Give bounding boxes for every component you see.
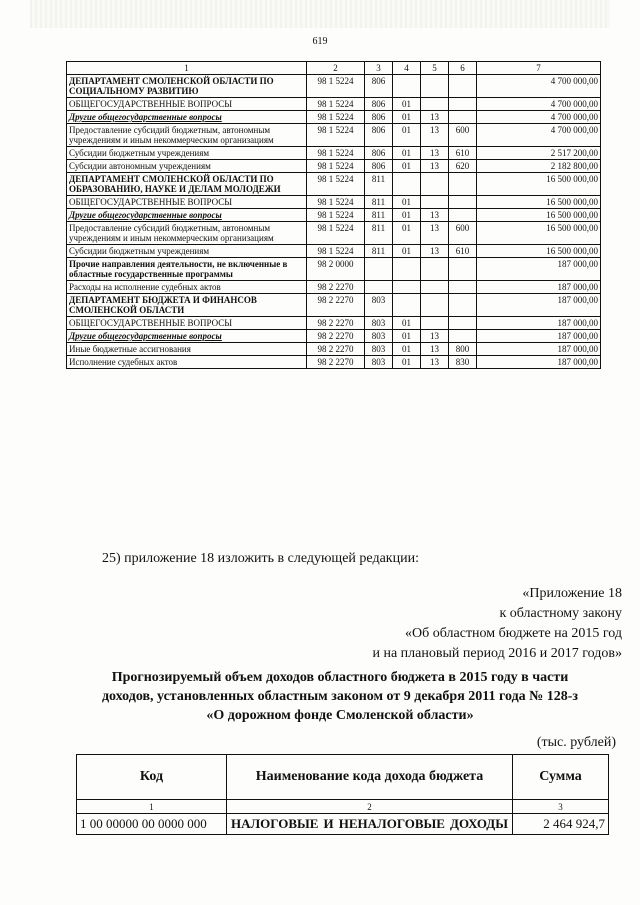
expense-type: 600 xyxy=(449,222,477,245)
row-name: Субсидии бюджетным учреждениям xyxy=(67,245,307,258)
col-number: 5 xyxy=(421,62,449,75)
table-row xyxy=(67,196,601,209)
expense-type xyxy=(449,98,477,111)
scan-artifact-band xyxy=(30,0,610,28)
col-number: 4 xyxy=(393,62,421,75)
row-name: Другие общегосударственные вопросы xyxy=(67,209,307,222)
table-row xyxy=(67,98,601,111)
table-header-row xyxy=(77,755,609,800)
expense-type xyxy=(449,294,477,317)
table-row xyxy=(67,281,601,294)
appendix-line: «Об областном бюджете на 2015 год xyxy=(405,626,622,641)
subsection: 13 xyxy=(421,356,449,369)
expense-type: 620 xyxy=(449,160,477,173)
expense-type xyxy=(449,281,477,294)
target-article: 98 2 0000 xyxy=(307,258,365,281)
expense-type xyxy=(449,173,477,196)
grbs-code: 806 xyxy=(365,98,393,111)
section xyxy=(393,281,421,294)
section: 01 xyxy=(393,245,421,258)
grbs-code: 811 xyxy=(365,209,393,222)
amount: 187 000,00 xyxy=(477,330,601,343)
expenses-table xyxy=(66,61,601,369)
row-name: Субсидии бюджетным учреждениям xyxy=(67,147,307,160)
amount: 187 000,00 xyxy=(477,343,601,356)
section xyxy=(393,75,421,98)
expense-type: 800 xyxy=(449,343,477,356)
section xyxy=(393,294,421,317)
section: 01 xyxy=(393,317,421,330)
table-row xyxy=(67,330,601,343)
amount: 16 500 000,00 xyxy=(477,173,601,196)
target-article: 98 1 5224 xyxy=(307,222,365,245)
amount: 187 000,00 xyxy=(477,281,601,294)
table-row xyxy=(67,209,601,222)
target-article: 98 1 5224 xyxy=(307,196,365,209)
target-article: 98 2 2270 xyxy=(307,281,365,294)
grbs-code xyxy=(365,281,393,294)
title-line: доходов, установленных областным законом от 9 декабря 2011 года № 128-з xyxy=(101,689,579,704)
revenue-table xyxy=(76,754,609,835)
table-row xyxy=(67,356,601,369)
subsection xyxy=(421,173,449,196)
table-row xyxy=(67,258,601,281)
subsection xyxy=(421,98,449,111)
revenue-name: НАЛОГОВЫЕ И НЕНАЛОГОВЫЕ ДОХОДЫ xyxy=(227,814,513,835)
subsection: 13 xyxy=(421,209,449,222)
table-row xyxy=(67,173,601,196)
row-name: ОБЩЕГОСУДАРСТВЕННЫЕ ВОПРОСЫ xyxy=(67,98,307,111)
target-article: 98 1 5224 xyxy=(307,209,365,222)
grbs-code: 803 xyxy=(365,330,393,343)
section: 01 xyxy=(393,196,421,209)
amendment-item: 25) приложение 18 изложить в следующей редакции: xyxy=(102,551,419,566)
revenue-code: 1 00 00000 00 0000 000 xyxy=(77,814,227,835)
subsection: 13 xyxy=(421,111,449,124)
amount: 187 000,00 xyxy=(477,258,601,281)
table-row xyxy=(67,160,601,173)
col-number: 6 xyxy=(449,62,477,75)
row-name: ДЕПАРТАМЕНТ БЮДЖЕТА И ФИНАНСОВ СМОЛЕНСКОЙ ОБЛАСТИ xyxy=(67,294,307,317)
section: 01 xyxy=(393,124,421,147)
amount: 187 000,00 xyxy=(477,317,601,330)
section: 01 xyxy=(393,209,421,222)
table-header-row xyxy=(67,62,601,75)
col-number: 2 xyxy=(227,800,513,814)
grbs-code: 803 xyxy=(365,317,393,330)
subsection xyxy=(421,196,449,209)
amount: 4 700 000,00 xyxy=(477,98,601,111)
target-article: 98 1 5224 xyxy=(307,75,365,98)
expense-type: 610 xyxy=(449,245,477,258)
grbs-code: 811 xyxy=(365,222,393,245)
section: 01 xyxy=(393,160,421,173)
target-article: 98 1 5224 xyxy=(307,111,365,124)
subsection: 13 xyxy=(421,124,449,147)
subsection: 13 xyxy=(421,245,449,258)
target-article: 98 2 2270 xyxy=(307,294,365,317)
subsection: 13 xyxy=(421,222,449,245)
table-row xyxy=(67,294,601,317)
expense-type xyxy=(449,317,477,330)
title-line: «О дорожном фонде Смоленской области» xyxy=(206,708,474,723)
target-article: 98 1 5224 xyxy=(307,124,365,147)
target-article: 98 2 2270 xyxy=(307,317,365,330)
target-article: 98 2 2270 xyxy=(307,343,365,356)
amount: 16 500 000,00 xyxy=(477,222,601,245)
col-number: 1 xyxy=(67,62,307,75)
subsection xyxy=(421,258,449,281)
table-row xyxy=(67,245,601,258)
section: 01 xyxy=(393,147,421,160)
section xyxy=(393,258,421,281)
expense-type xyxy=(449,330,477,343)
col-number: 3 xyxy=(365,62,393,75)
col-number: 1 xyxy=(77,800,227,814)
grbs-code: 811 xyxy=(365,245,393,258)
expense-type xyxy=(449,196,477,209)
row-name: Предоставление субсидий бюджетным, автономным учреждениям и иным некоммерческим организациям xyxy=(67,124,307,147)
row-name: Прочие направления деятельности, не включенные в областные государственные программы xyxy=(67,258,307,281)
section: 01 xyxy=(393,343,421,356)
table-row xyxy=(67,343,601,356)
header-code: Код xyxy=(77,755,227,800)
row-name: Предоставление субсидий бюджетным, автономным учреждениям и иным некоммерческим организациям xyxy=(67,222,307,245)
section: 01 xyxy=(393,98,421,111)
subsection xyxy=(421,294,449,317)
amount: 16 500 000,00 xyxy=(477,196,601,209)
column-number-row xyxy=(77,800,609,814)
grbs-code: 811 xyxy=(365,173,393,196)
appendix-heading xyxy=(372,584,622,664)
expense-type xyxy=(449,111,477,124)
table-row xyxy=(67,147,601,160)
table-row xyxy=(67,222,601,245)
table-row xyxy=(67,111,601,124)
expense-type: 610 xyxy=(449,147,477,160)
expense-type xyxy=(449,258,477,281)
col-number: 3 xyxy=(513,800,609,814)
appendix-line: «Приложение 18 xyxy=(522,586,622,601)
row-name: Субсидии автономным учреждениям xyxy=(67,160,307,173)
target-article: 98 1 5224 xyxy=(307,98,365,111)
table-row xyxy=(67,317,601,330)
target-article: 98 2 2270 xyxy=(307,356,365,369)
grbs-code: 806 xyxy=(365,147,393,160)
subsection: 13 xyxy=(421,343,449,356)
amount: 16 500 000,00 xyxy=(477,209,601,222)
expense-type: 830 xyxy=(449,356,477,369)
table-row xyxy=(67,124,601,147)
target-article: 98 1 5224 xyxy=(307,160,365,173)
amount: 16 500 000,00 xyxy=(477,245,601,258)
section xyxy=(393,173,421,196)
header-sum: Сумма xyxy=(513,755,609,800)
units-label: (тыс. рублей) xyxy=(536,735,616,750)
row-name: ДЕПАРТАМЕНТ СМОЛЕНСКОЙ ОБЛАСТИ ПО СОЦИАЛЬНОМУ РАЗВИТИЮ xyxy=(67,75,307,98)
expense-type xyxy=(449,209,477,222)
title-line: Прогнозируемый объем доходов областного бюджета в 2015 году в части xyxy=(111,670,569,685)
amount: 2 517 200,00 xyxy=(477,147,601,160)
expense-type xyxy=(449,75,477,98)
amount: 2 182 800,00 xyxy=(477,160,601,173)
amount: 187 000,00 xyxy=(477,294,601,317)
header-name: Наименование кода дохода бюджета xyxy=(227,755,513,800)
grbs-code: 806 xyxy=(365,111,393,124)
appendix-line: к областному закону xyxy=(499,606,622,621)
grbs-code xyxy=(365,258,393,281)
section: 01 xyxy=(393,330,421,343)
grbs-code: 803 xyxy=(365,356,393,369)
row-name: ДЕПАРТАМЕНТ СМОЛЕНСКОЙ ОБЛАСТИ ПО ОБРАЗОВАНИЮ, НАУКЕ И ДЕЛАМ МОЛОДЕЖИ xyxy=(67,173,307,196)
appendix-line: и на плановый период 2016 и 2017 годов» xyxy=(372,646,622,661)
col-number: 2 xyxy=(307,62,365,75)
row-name: Расходы на исполнение судебных актов xyxy=(67,281,307,294)
col-number: 7 xyxy=(477,62,601,75)
subsection: 13 xyxy=(421,160,449,173)
grbs-code: 806 xyxy=(365,75,393,98)
amount: 4 700 000,00 xyxy=(477,111,601,124)
row-name: ОБЩЕГОСУДАРСТВЕННЫЕ ВОПРОСЫ xyxy=(67,317,307,330)
row-name: Иные бюджетные ассигнования xyxy=(67,343,307,356)
target-article: 98 1 5224 xyxy=(307,173,365,196)
amount: 187 000,00 xyxy=(477,356,601,369)
grbs-code: 806 xyxy=(365,160,393,173)
grbs-code: 803 xyxy=(365,343,393,356)
row-name: ОБЩЕГОСУДАРСТВЕННЫЕ ВОПРОСЫ xyxy=(67,196,307,209)
section: 01 xyxy=(393,111,421,124)
grbs-code: 803 xyxy=(365,294,393,317)
subsection: 13 xyxy=(421,147,449,160)
table-row xyxy=(67,75,601,98)
target-article: 98 1 5224 xyxy=(307,147,365,160)
row-name: Другие общегосударственные вопросы xyxy=(67,330,307,343)
subsection xyxy=(421,281,449,294)
grbs-code: 811 xyxy=(365,196,393,209)
section: 01 xyxy=(393,222,421,245)
target-article: 98 2 2270 xyxy=(307,330,365,343)
page-number: 619 xyxy=(312,36,328,47)
section: 01 xyxy=(393,356,421,369)
target-article: 98 1 5224 xyxy=(307,245,365,258)
row-name: Другие общегосударственные вопросы xyxy=(67,111,307,124)
document-title xyxy=(60,668,620,725)
amount: 4 700 000,00 xyxy=(477,124,601,147)
subsection xyxy=(421,317,449,330)
row-name: Исполнение судебных актов xyxy=(67,356,307,369)
subsection: 13 xyxy=(421,330,449,343)
expense-type: 600 xyxy=(449,124,477,147)
amount: 4 700 000,00 xyxy=(477,75,601,98)
grbs-code: 806 xyxy=(365,124,393,147)
revenue-sum: 2 464 924,7 xyxy=(513,814,609,835)
table-row xyxy=(77,814,609,835)
subsection xyxy=(421,75,449,98)
